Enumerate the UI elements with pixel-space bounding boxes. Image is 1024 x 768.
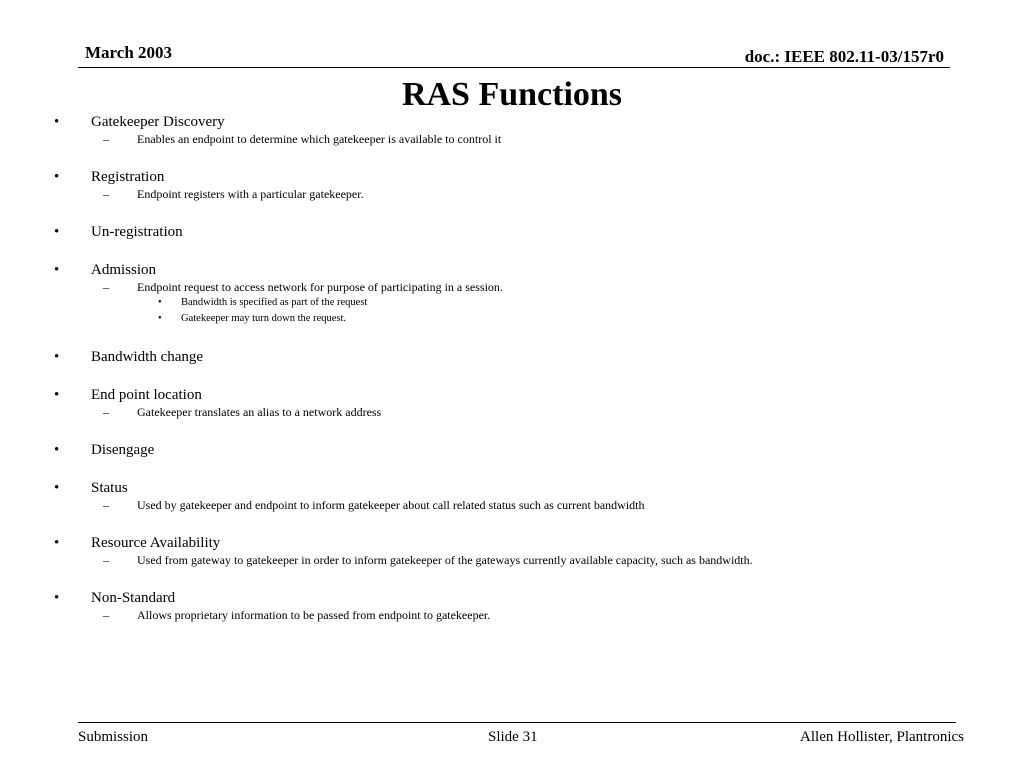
sub-bullet-dot: •	[158, 297, 162, 308]
bullet-dot: •	[54, 169, 60, 185]
footer-slide-number: Slide 31	[488, 729, 538, 745]
sub-bullet-item: Gatekeeper translates an alias to a network address	[137, 405, 382, 419]
bullet-item: Registration	[91, 169, 165, 185]
header-doc-id: doc.: IEEE 802.11-03/157r0	[744, 47, 944, 66]
footer-submission: Submission	[78, 729, 149, 745]
bullet-item: Bandwidth change	[91, 349, 204, 365]
bullet-dot: •	[54, 590, 60, 606]
sub-bullet-item: Endpoint request to access network for purpose of participating in a session.	[137, 280, 503, 294]
bullet-dot: •	[54, 349, 60, 365]
bullet-dot: •	[54, 442, 60, 458]
bullet-item: Non-Standard	[91, 590, 176, 606]
sub-bullet-item: Enables an endpoint to determine which gatekeeper is available to control it	[137, 132, 502, 146]
bullet-item: Gatekeeper Discovery	[91, 114, 225, 130]
bullet-dot: •	[54, 224, 60, 240]
sub-bullet-item: Endpoint registers with a particular gatekeeper.	[137, 187, 364, 201]
sub-sub-bullet-item: Bandwidth is specified as part of the request	[181, 297, 368, 308]
bullet-dot: •	[54, 114, 60, 130]
bullet-dot: •	[54, 480, 60, 496]
sub-sub-bullet-item: Gatekeeper may turn down the request.	[181, 313, 347, 324]
dash-marker: –	[103, 498, 109, 512]
bullet-item: Un-registration	[91, 224, 183, 240]
bullet-dot: •	[54, 535, 60, 551]
bullet-item: Disengage	[91, 442, 155, 458]
header-date: March 2003	[85, 43, 173, 62]
dash-marker: –	[103, 405, 109, 419]
sub-bullet-dot: •	[158, 313, 162, 324]
bullet-item: Resource Availability	[91, 535, 221, 551]
sub-bullet-item: Allows proprietary information to be passed from endpoint to gatekeeper.	[137, 608, 491, 622]
sub-bullet-item: Used by gatekeeper and endpoint to inform gatekeeper about call related status such as current bandwidth	[137, 498, 645, 512]
bullet-dot: •	[54, 387, 60, 403]
bullet-item: Admission	[91, 262, 157, 278]
bullet-dot: •	[54, 262, 60, 278]
slide-title: RAS Functions	[401, 76, 623, 113]
dash-marker: –	[103, 132, 109, 146]
sub-bullet-item: Used from gateway to gatekeeper in order to inform gatekeeper of the gateways currently available capacity, such as bandwidth.	[137, 553, 753, 567]
footer-rule	[78, 722, 956, 723]
dash-marker: –	[103, 187, 109, 201]
dash-marker: –	[103, 553, 109, 567]
dash-marker: –	[103, 608, 109, 622]
dash-marker: –	[103, 280, 109, 294]
bullet-item: Status	[91, 480, 128, 496]
bullet-item: End point location	[91, 387, 202, 403]
footer-author: Allen Hollister, Plantronics	[800, 729, 964, 745]
